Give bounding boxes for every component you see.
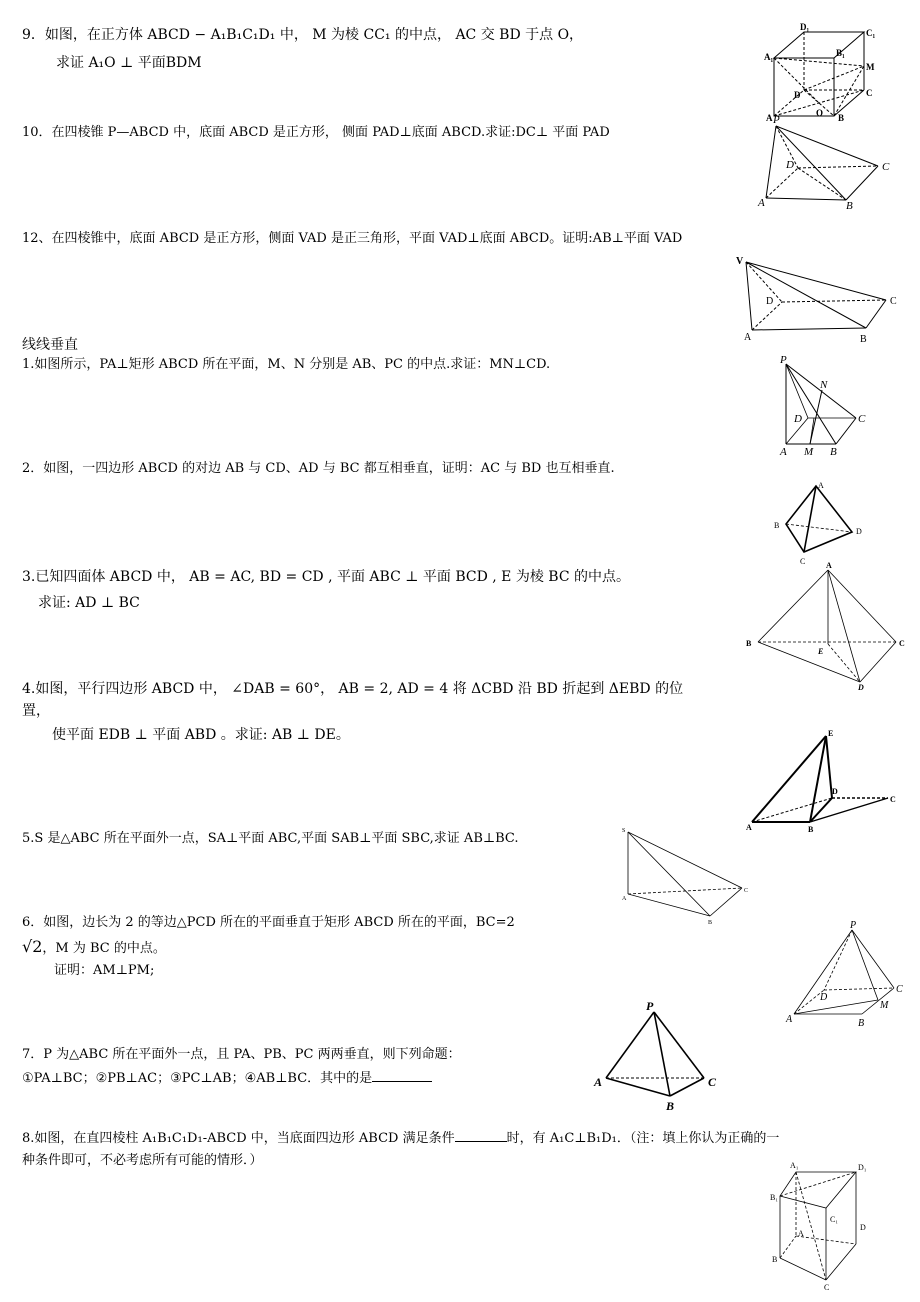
section-title: 线线垂直 bbox=[22, 337, 78, 353]
fig1-label-a: A bbox=[780, 446, 787, 458]
pyr12-label-c: C bbox=[890, 296, 897, 307]
pyr12-label-a: A bbox=[744, 332, 752, 343]
question-6-line2-rest: ，M 为 BC 的中点。 bbox=[42, 941, 166, 956]
figure-6 bbox=[786, 918, 910, 1036]
fig2-label-b: B bbox=[774, 521, 780, 530]
problem-9-line2: 求证 A₁O ⊥ 平面BDM bbox=[56, 55, 202, 71]
fig7-label-a: A bbox=[594, 1075, 603, 1089]
fig5-label-b: B bbox=[708, 920, 713, 926]
fig1-label-n: N bbox=[820, 379, 828, 391]
cube-figure bbox=[760, 22, 880, 122]
fig8-label-d1: D₁ bbox=[858, 1163, 867, 1172]
fig8-label-d: D bbox=[860, 1223, 866, 1232]
fig4-label-e: E bbox=[828, 729, 834, 738]
question-6-line2 bbox=[22, 938, 166, 958]
fig6-label-c: C bbox=[896, 984, 903, 995]
question-2-line1: 2．如图，一四边形 ABCD 的对边 AB 与 CD、AD 与 BC 都互相垂直，证明：AC 与 BD 也互相垂直. bbox=[22, 461, 615, 476]
question-6-line1: 6．如图，边长为 2 的等边△PCD 所在的平面垂直于矩形 ABCD 所在的平面，BC=2 bbox=[22, 915, 515, 930]
figure-2 bbox=[770, 478, 866, 568]
pyr12-label-d: D bbox=[766, 296, 774, 307]
cube-label-b: B bbox=[838, 113, 845, 123]
question-4-line1: 4.如图，平行四边形 ABCD 中， ∠DAB = 60°， AB = 2, AD = 4 将 ΔCBD 沿 BD 折起到 ΔEBD 的位 bbox=[22, 681, 684, 697]
figure-5 bbox=[618, 824, 758, 928]
problem-9-line1: 9．如图，在正方体 ABCD − A₁B₁C₁D₁ 中， M 为棱 CC₁ 的中点， AC 交 BD 于点 O， bbox=[22, 27, 584, 43]
cube-label-m: M bbox=[866, 62, 875, 72]
fig3-label-a: A bbox=[826, 561, 832, 570]
figure-1 bbox=[772, 352, 872, 458]
sqrt-two: √2 bbox=[22, 937, 43, 956]
fig5-label-a: A bbox=[622, 896, 627, 902]
fig4-label-c: C bbox=[890, 795, 896, 804]
question-1-line1: 1.如图所示，PA⊥矩形 ABCD 所在平面，M、N 分别是 AB、PC 的中点.求证：MN⊥CD. bbox=[22, 357, 551, 372]
problem-10-line1: 10．在四棱锥 P—ABCD 中，底面 ABCD 是正方形， 侧面 PAD⊥底面 ABCD.求证:DC⊥ 平面 PAD bbox=[22, 125, 610, 140]
fig4-label-b: B bbox=[808, 825, 814, 834]
fig8-label-c1: C₁ bbox=[830, 1215, 839, 1224]
fig6-label-m: M bbox=[880, 1000, 889, 1011]
pyr10-label-d: D bbox=[786, 159, 794, 171]
fig4-label-a: A bbox=[746, 823, 752, 832]
answer-blank-8[interactable] bbox=[455, 1141, 507, 1142]
fig7-label-p: P bbox=[646, 999, 654, 1013]
fig8-label-b: B bbox=[772, 1255, 778, 1264]
pyr12-label-v: V bbox=[736, 256, 744, 267]
pyramid-10-figure bbox=[758, 114, 898, 210]
fig8-label-a: A bbox=[798, 1229, 804, 1238]
question-8-line1-b: 时，有 A₁C⊥B₁D₁．（注：填上你认为正确的一 bbox=[506, 1131, 780, 1146]
question-4-line2: 置， bbox=[22, 703, 50, 719]
fig3-label-e: E bbox=[818, 647, 824, 656]
fig2-label-a: A bbox=[818, 481, 824, 490]
fig1-label-c: C bbox=[858, 413, 866, 425]
fig6-label-d: D bbox=[820, 992, 828, 1003]
fig5-label-s: S bbox=[622, 828, 626, 834]
cube-label-c: C bbox=[866, 88, 873, 98]
pyr10-label-a: A bbox=[758, 197, 765, 209]
fig8-label-c: C bbox=[824, 1283, 830, 1292]
fig3-label-d: D bbox=[858, 683, 864, 692]
fig8-label-a1: A₁ bbox=[790, 1161, 799, 1170]
question-3-line1: 3.已知四面体 ABCD 中， AB = AC, BD = CD , 平面 ABC ⊥ 平面 BCD , E 为棱 BC 的中点。 bbox=[22, 569, 630, 585]
fig6-label-b: B bbox=[858, 1018, 865, 1029]
question-7-line1: 7．P 为△ABC 所在平面外一点，且 PA、PB、PC 两两垂直，则下列命题： bbox=[22, 1047, 461, 1062]
fig4-label-d: D bbox=[832, 787, 838, 796]
fig7-label-c: C bbox=[708, 1075, 717, 1089]
fig2-label-c: C bbox=[800, 557, 806, 566]
answer-blank-7[interactable] bbox=[372, 1081, 432, 1082]
question-8-line1-a: 8.如图，在直四棱柱 A₁B₁C₁D₁-ABCD 中，当底面四边形 ABCD 满足条件 bbox=[22, 1131, 455, 1146]
pyr10-label-c: C bbox=[882, 161, 890, 173]
fig2-label-d: D bbox=[856, 527, 862, 536]
pyr10-label-b: B bbox=[846, 200, 853, 212]
cube-label-c1: C₁ bbox=[866, 28, 876, 38]
question-7-line2-text: ①PA⊥BC；②PB⊥AC；③PC⊥AB；④AB⊥BC．其中的是 bbox=[22, 1071, 373, 1086]
fig3-label-c: C bbox=[899, 639, 905, 648]
cube-label-a: A bbox=[766, 113, 773, 123]
cube-label-a1: A₁ bbox=[764, 52, 774, 62]
problem-12-line1: 12、在四棱锥中，底面 ABCD 是正方形，侧面 VAD 是正三角形，平面 VAD⊥底面 ABCD。证明:AB⊥平面 VAD bbox=[22, 231, 683, 246]
fig6-label-p: P bbox=[850, 920, 857, 931]
figure-3 bbox=[744, 562, 910, 692]
cube-label-d: D bbox=[794, 90, 801, 100]
cube-label-d1: D₁ bbox=[800, 22, 810, 32]
fig1-label-m: M bbox=[804, 446, 814, 458]
fig6-label-a: A bbox=[786, 1014, 793, 1025]
pyr12-label-b: B bbox=[860, 334, 867, 345]
question-4-line3: 使平面 EDB ⊥ 平面 ABD 。求证: AB ⊥ DE。 bbox=[52, 727, 350, 743]
question-7-line2 bbox=[22, 1070, 432, 1088]
question-8-line2: 种条件即可，不必考虑所有可能的情形．） bbox=[22, 1153, 263, 1168]
fig3-label-b: B bbox=[746, 639, 752, 648]
fig5-label-c: C bbox=[744, 888, 749, 894]
pyr10-label-p: P bbox=[773, 114, 780, 126]
fig1-label-b: B bbox=[830, 446, 837, 458]
question-3-line2: 求证: AD ⊥ BC bbox=[38, 595, 140, 611]
question-6-line3: 证明：AM⊥PM; bbox=[54, 963, 155, 978]
cube-label-b1: B₁ bbox=[836, 48, 845, 58]
figure-8 bbox=[770, 1158, 890, 1292]
pyramid-12-figure bbox=[736, 252, 906, 348]
question-8-line1 bbox=[22, 1130, 779, 1148]
fig1-label-d: D bbox=[794, 413, 802, 425]
cube-label-o: O bbox=[816, 108, 824, 118]
fig7-label-b: B bbox=[666, 1099, 675, 1113]
fig8-label-b1: B₁ bbox=[770, 1193, 779, 1202]
question-5-line1: 5.S 是△ABC 所在平面外一点，SA⊥平面 ABC,平面 SAB⊥平面 SBC,求证 AB⊥BC. bbox=[22, 831, 519, 846]
figure-7 bbox=[592, 998, 732, 1114]
fig1-label-p: P bbox=[780, 354, 787, 366]
figure-4 bbox=[746, 726, 896, 832]
